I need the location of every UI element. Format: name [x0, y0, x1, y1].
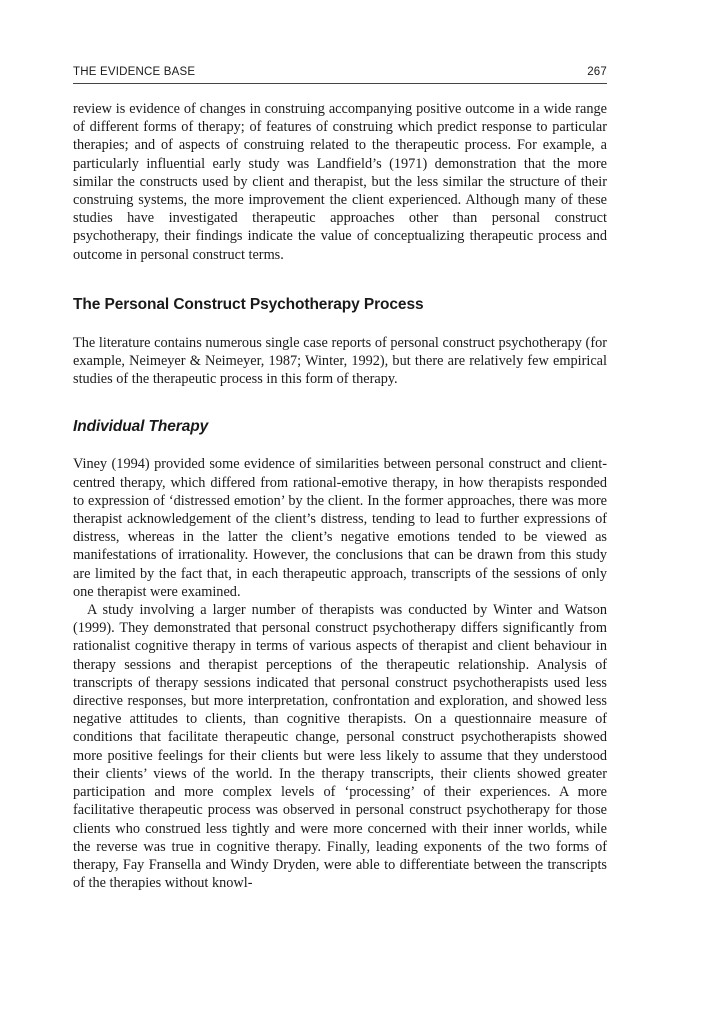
- running-header: [73, 66, 607, 84]
- section-paragraph: The literature contains numerous single case reports of personal construct psychotherapy (for example, Neimeyer & Neimeyer, 1987; Winter, 1992), but there are relatively few empirical studies of the therapeutic process in this form of therapy.: [73, 334, 607, 388]
- page-number: 267: [587, 66, 607, 78]
- subsection-heading: Individual Therapy: [73, 418, 209, 436]
- subsection-paragraph-2: A study involving a larger number of therapists was conducted by Winter and Watson (1999). They demonstrated that personal construct psychotherapy differs significantly from rationalist cognitive therapy in terms of various aspects of therapist and client behaviour in therapy sessions and therapist perceptions of the therapeutic relationship. Analysis of transcripts of therapy sessions indicated that personal construct psychotherapists used less directive responses, but more interpretation, confrontation and exploration, and showed less negative attitudes to clients, than cognitive therapists. On a questionnaire measure of conditions that facilitate therapeutic change, personal construct psychotherapists showed more positive feelings for their clients but were less likely to assume that they understood their clients’ views of the world. In the therapy transcripts, their clients showed greater participation and more complex levels of ‘processing’ of their experiences. A more facilitative therapeutic process was observed in personal construct psychotherapy for those clients who construed less tightly and were more concerned with their inner worlds, while the reverse was true in cognitive therapy. Finally, leading exponents of the two forms of therapy, Fay Fransella and Windy Dryden, were able to differentiate between the transcripts of the therapies without knowl-: [73, 602, 607, 892]
- intro-paragraph: review is evidence of changes in construing accompanying positive outcome in a wide range of different forms of therapy; of features of construing which predict response to particular therapies; and of aspects of construing related to the therapeutic process. For example, a particularly influential early study was Landfield’s (1971) demonstration that the more similar the constructs used by client and therapist, but the less similar the structure of their construing systems, the more improvement the client experienced. Although many of these studies have investigated therapeutic approaches other than personal construct psychotherapy, their findings indicate the value of conceptualizing therapeutic process and outcome in personal construct terms.: [73, 101, 607, 263]
- section-heading: The Personal Construct Psychotherapy Process: [73, 295, 424, 313]
- running-title: THE EVIDENCE BASE: [73, 66, 196, 78]
- book-page: [73, 66, 607, 892]
- subsection-paragraph-1: Viney (1994) provided some evidence of similarities between personal construct and client-centred therapy, which differed from rational-emotive therapy, in how therapists responded to expression of ‘distressed emotion’ by the client. In the former approaches, there was more therapist acknowledgement of the client’s distress, tending to lead to further expressions of distress, whereas in the latter the client’s negative emotions tended to be viewed as manifestations of irrationality. However, the conclusions that can be drawn from this study are limited by the fact that, in each therapeutic approach, transcripts of the sessions of only one therapist were examined.: [73, 456, 607, 600]
